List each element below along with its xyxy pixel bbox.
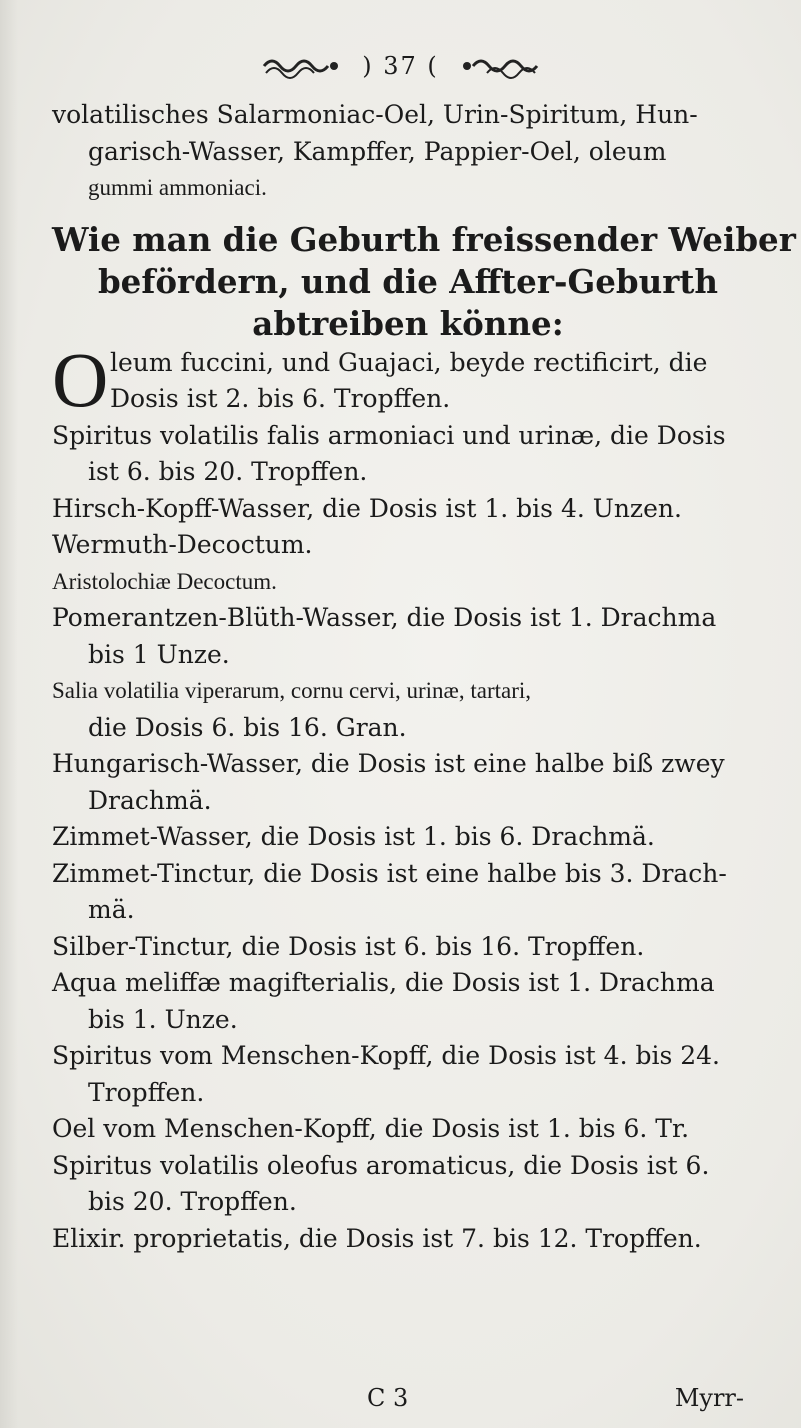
page-edge-shadow [0,0,18,1428]
section-heading-line: Wie man die Geburth freissender Weiber [52,219,796,259]
text-line: Spiritus vom Menschen-Kopff, die Dosis ist 4. bis 24. [52,1041,721,1070]
text-line: gummi ammoniaci. [88,175,267,200]
text-line: Hungarisch-Wasser, die Dosis ist eine halbe biß zwey [52,749,725,778]
recipe-entry [52,673,764,746]
recipe-entry [52,819,764,856]
text-line: Wermuth-Decoctum. [52,530,313,559]
recipe-entry [52,746,764,819]
text-line: garisch-Wasser, Kampffer, Pappier-Oel, oleum [88,136,667,166]
recipe-entry [52,929,764,966]
text-line: bis 1. Unze. [88,1004,238,1034]
section-heading-line: befördern, und die Affter-Geburth [97,261,719,301]
recipe-entry [52,491,764,528]
page-footer [52,1380,764,1416]
text-line: Salia volatilia viperarum, cornu cervi, urinæ, tartari, [52,678,532,703]
recipe-entry [52,600,764,673]
text-line: Tropffen. [88,1077,205,1107]
text-line: ist 6. bis 20. Tropffen. [88,457,368,486]
text-line: Zimmet-Wasser, die Dosis ist 1. bis 6. Drachmä. [52,822,655,851]
text-line: Drachmä. [88,785,212,815]
recipe-entry [52,527,764,564]
recipe-entry [52,1148,764,1221]
recipe-entry [52,1038,764,1111]
text-line: Aqua meliffæ magifterialis, die Dosis ist 1. Drachma [52,968,715,997]
page-number: ) 37 ( [362,52,439,80]
left-ornament-icon [260,53,340,79]
signature-mark: C 3 [367,1384,409,1412]
page-body [52,97,796,1257]
text-line: bis 1 Unze. [88,639,230,669]
recipe-entry [52,965,764,1038]
text-line: Silber-Tinctur, die Dosis ist 6. bis 16. Tropffen. [52,931,645,961]
first-entry [52,335,764,423]
text-line: Oel vom Menschen-Kopff, die Dosis ist 1. bis 6. Tr. [52,1114,690,1143]
drop-capital: O [52,335,109,423]
text-line: Spiritus volatilis falis armoniaci und urinæ, die Dosis [52,420,726,450]
text-line: Hirsch-Kopff-Wasser, die Dosis ist 1. bis 4. Unzen. [52,493,682,523]
page-header [0,46,801,86]
text-line: Aristolochiæ Decoctum. [52,568,277,594]
recipe-entry [52,1111,764,1148]
right-ornament-icon [461,53,541,79]
text-line: leum fuccini, und Guajaci, beyde rectificirt, die [110,347,708,377]
text-line: Elixir. proprietatis, die Dosis ist 7. bis 12. Tropffen. [52,1223,702,1253]
text-line: mä. [88,895,135,924]
section-heading-line: abtreiben könne: [252,303,564,343]
catchword: Myrr- [674,1384,744,1412]
recipe-entry [52,856,764,929]
text-line: volatilisches Salarmoniac-Oel, Urin-Spiritum, Hun- [52,100,698,129]
text-line: Zimmet-Tinctur, die Dosis ist eine halbe bis 3. Drach- [52,858,727,888]
recipe-entry [52,564,764,601]
text-line: bis 20. Tropffen. [88,1187,297,1216]
text-line: Spiritus volatilis oleofus aromaticus, die Dosis ist 6. [52,1150,710,1180]
text-line: Pomerantzen-Blüth-Wasser, die Dosis ist 1. Drachma [52,603,717,632]
text-line: die Dosis 6. bis 16. Gran. [88,712,407,742]
recipe-entry [52,418,764,491]
text-line: Dosis ist 2. bis 6. Tropffen. [110,384,451,413]
recipe-entry [52,1221,764,1258]
